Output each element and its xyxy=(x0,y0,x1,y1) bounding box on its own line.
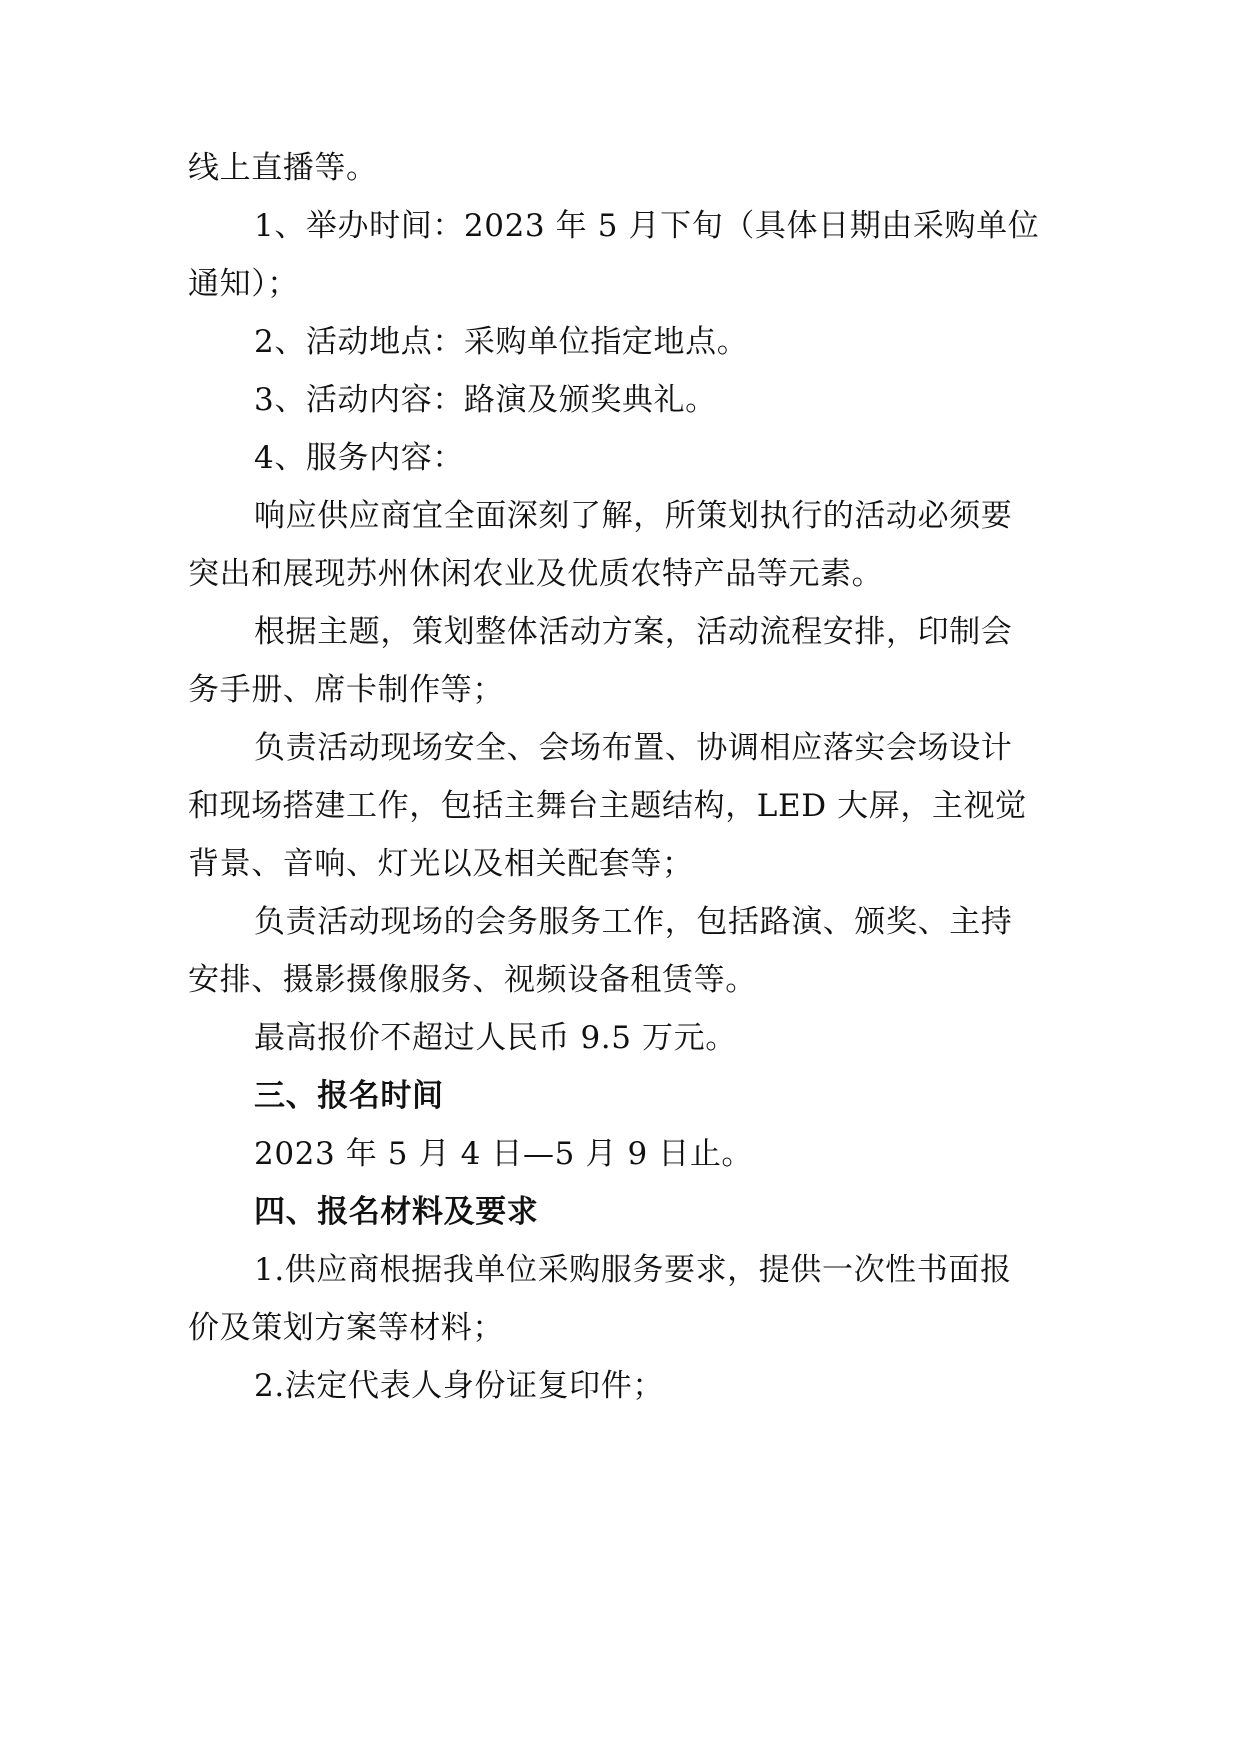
text-line-16: 最高报价不超过人民币 9.5 万元。 xyxy=(254,1020,737,1056)
text-line-7: 响应供应商宜全面深刻了解，所策划执行的活动必须要 xyxy=(254,498,1013,534)
text-line-3: 通知）； xyxy=(188,266,299,302)
text-line-12: 和现场搭建工作，包括主舞台主题结构，LED 大屏，主视觉 xyxy=(188,788,1027,824)
text-line-13: 背景、音响、灯光以及相关配套等； xyxy=(188,846,694,882)
section-heading-registration-time: 三、报名时间 xyxy=(254,1078,444,1114)
text-line-10: 务手册、席卡制作等； xyxy=(188,672,504,708)
text-line-4: 2、活动地点：采购单位指定地点。 xyxy=(254,324,749,360)
text-line-18: 2023 年 5 月 4 日—5 月 9 日止。 xyxy=(254,1136,754,1172)
text-line-20: 1.供应商根据我单位采购服务要求，提供一次性书面报 xyxy=(254,1252,1012,1288)
text-line-21: 价及策划方案等材料； xyxy=(188,1310,504,1346)
text-line-2: 1、举办时间：2023 年 5 月下旬（具体日期由采购单位 xyxy=(254,208,1040,244)
text-line-1: 线上直播等。 xyxy=(188,150,378,186)
text-line-22: 2.法定代表人身份证复印件； xyxy=(254,1368,664,1404)
text-line-15: 安排、摄影摄像服务、视频设备租赁等。 xyxy=(188,962,757,998)
text-line-8: 突出和展现苏州休闲农业及优质农特产品等元素。 xyxy=(188,556,884,592)
text-line-11: 负责活动现场安全、会场布置、协调相应落实会场设计 xyxy=(254,730,1013,766)
text-line-9: 根据主题，策划整体活动方案，活动流程安排，印制会 xyxy=(254,614,1013,650)
text-line-6: 4、服务内容： xyxy=(254,440,464,476)
text-line-5: 3、活动内容：路演及颁奖典礼。 xyxy=(254,382,717,418)
text-line-14: 负责活动现场的会务服务工作，包括路演、颁奖、主持 xyxy=(254,904,1013,940)
section-heading-registration-materials: 四、报名材料及要求 xyxy=(254,1194,539,1230)
